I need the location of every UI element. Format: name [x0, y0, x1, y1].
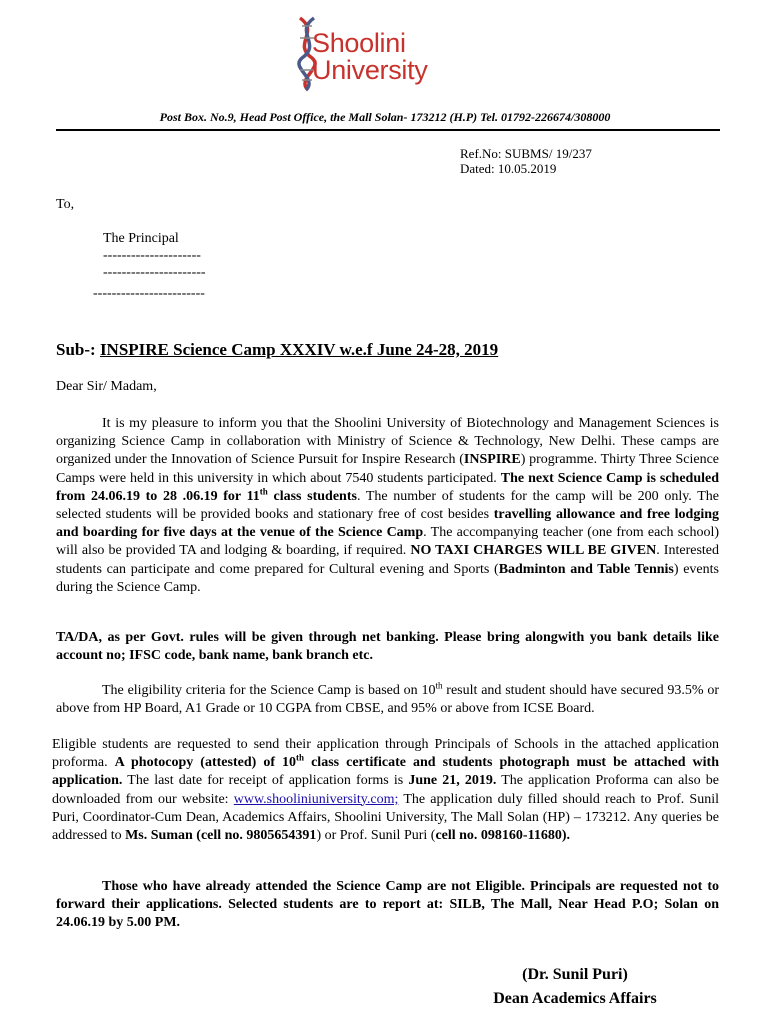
- p1-text-h: . The accompanying teacher (one from each school) will also be provided TA and lodging & boarding, if required.: [56, 525, 719, 559]
- p4-text-a: Eligible students are requested to send their application through Principals of Schools in the attached application proforma.: [52, 737, 719, 771]
- p1-text-c: ) programme. Thirty Three Science Camps were held in this university in which about 7540 students participated.: [56, 452, 719, 486]
- p4-photocopy-text: A photocopy (attested) of 10: [114, 755, 297, 771]
- paragraph-application: [52, 736, 719, 845]
- website-link[interactable]: www.shooliniuniversity.com;: [233, 791, 399, 807]
- p1-text-f: . The number of students for the camp will be 200 only. The selected students will be provided books and stationary free of cost besides: [56, 488, 719, 523]
- p1-text-a: It is my pleasure to inform you that the Shoolini University of Biotechnology and Management Sciences is organizing Science Camp in collaboration with Ministry of Science & Technology, New Delhi. These camps are organized under the Innovation of Science Pursuit for Inspire Research (: [56, 416, 719, 468]
- recipient-blank-3: ------------------------: [93, 286, 205, 301]
- university-logo: [290, 14, 490, 94]
- p1-text-j: . Interested students can participate and come prepared for Cultural evening and Sports (: [56, 543, 720, 577]
- p3-sup: th: [435, 680, 443, 691]
- recipient-blank-2: ----------------------: [103, 265, 206, 280]
- reference-block: [460, 146, 592, 176]
- p1-taxi: NO TAXI CHARGES WILL BE GIVEN: [410, 543, 657, 559]
- paragraph-notice: Those who have already attended the Science Camp are not Eligible. Principals are requested not to forward their applications. Selected students are to report at: SILB, The Mall, Near Head P.O; Solan on 24.06.19 by 5.00 PM.: [56, 879, 719, 931]
- p1-inspire: INSPIRE: [463, 452, 521, 468]
- header-divider: [56, 129, 720, 131]
- p4-attach-text: class certificate and students photograph must be attached with application.: [52, 755, 719, 789]
- subject-line: [56, 340, 498, 360]
- logo-line-2: University: [312, 55, 428, 85]
- p4-deadline: June 21, 2019.: [408, 773, 497, 789]
- ref-date: Dated: 10.05.2019: [460, 161, 557, 176]
- p1-text-l: ) events during the Science Camp.: [56, 561, 719, 595]
- recipient-block: [103, 230, 206, 281]
- to-line: To,: [56, 197, 75, 212]
- p4-text-i: ) or Prof. Sunil Puri (: [316, 828, 436, 844]
- p4-text-g: The application duly filled should reach to Prof. Sunil Puri, Coordinator-Cum Dean, Academics Affairs, Shoolini University, The Mall Solan (HP) – 173212. Any queries be addressed to: [52, 791, 719, 844]
- p1-sports: Badminton and Table Tennis: [498, 561, 674, 577]
- p4-contact-suman: Ms. Suman (cell no. 9805654391: [125, 828, 317, 844]
- p3-text-b: result and student should have secured 93.5% or above from HP Board, A1 Grade or 10 CGPA from CBSE, and 95% or above from ICSE Board.: [56, 683, 719, 717]
- signatory-name: (Dr. Sunil Puri): [522, 966, 628, 983]
- p4-contact-puri: cell no. 098160-11680).: [435, 828, 570, 844]
- p4-sup: th: [296, 752, 305, 763]
- signatory-title: Dean Academics Affairs: [493, 990, 657, 1007]
- subject-prefix: Sub-:: [56, 340, 100, 359]
- signature-block: [470, 963, 680, 1011]
- salutation: Dear Sir/ Madam,: [56, 379, 157, 394]
- subject-text: INSPIRE Science Camp XXXIV w.e.f June 24-28, 2019: [99, 340, 499, 359]
- paragraph-tada: TA/DA, as per Govt. rules will be given through net banking. Please bring alongwith you bank details like account no; IFSC code, bank name, bank branch etc.: [56, 630, 719, 664]
- p1-sup: th: [259, 486, 268, 497]
- recipient-title: The Principal: [103, 231, 179, 246]
- logo-wordmark: [312, 30, 428, 84]
- p3-text-a: The eligibility criteria for the Science Camp is based on 10: [102, 683, 436, 698]
- paragraph-eligibility: [56, 682, 719, 718]
- logo-line-1: Shoolini: [312, 28, 406, 58]
- recipient-blank-1: ---------------------: [103, 248, 201, 263]
- letterhead-address: Post Box. No.9, Head Post Office, the Mall Solan- 173212 (H.P) Tel. 01792-226674/308000: [159, 110, 611, 124]
- p1-schedule-text: The next Science Camp is scheduled from 24.06.19 to 28 .06.19 for 11: [56, 470, 719, 504]
- p4-text-d: The last date for receipt of application forms is: [122, 773, 409, 789]
- paragraph-intro: [56, 415, 719, 597]
- ref-number: Ref.No: SUBMS/ 19/237: [460, 146, 592, 161]
- p1-class-students: class students: [267, 488, 357, 504]
- p1-benefits: travelling allowance and free lodging and boarding for five days at the venue of the Science Camp: [56, 507, 720, 541]
- p4-text-f: The application Proforma can also be downloaded from our website:: [52, 773, 719, 807]
